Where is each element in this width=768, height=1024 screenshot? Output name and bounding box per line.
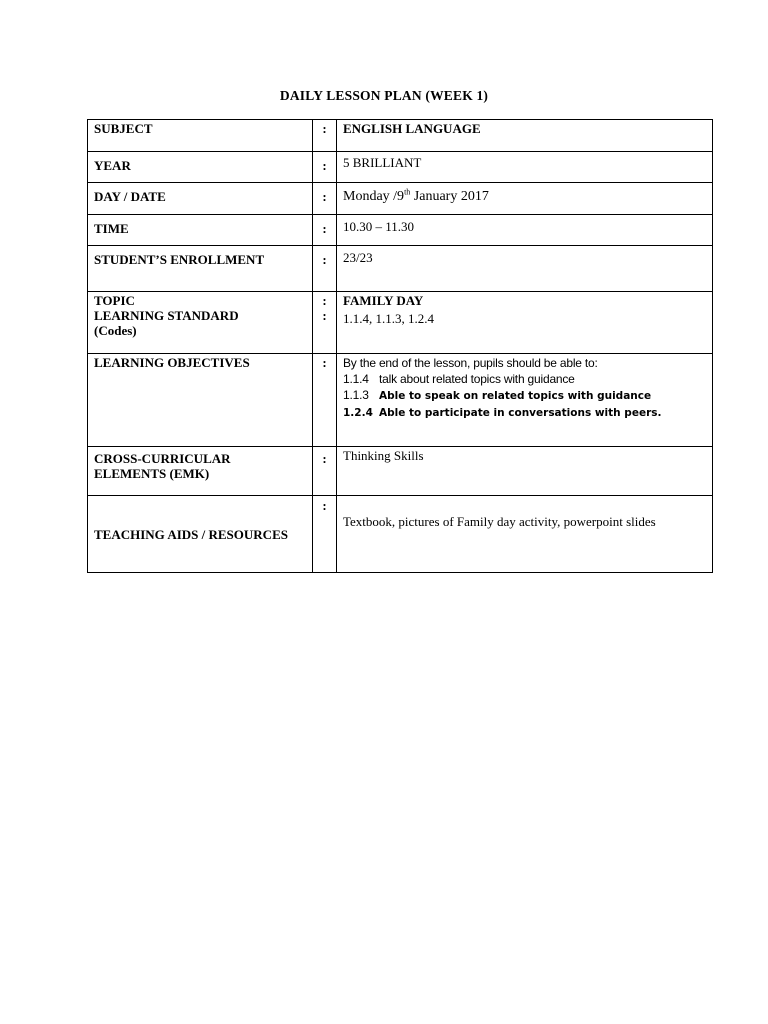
learning-standard-separator: : bbox=[322, 308, 327, 323]
objective-item bbox=[343, 387, 712, 404]
topic-separator: : bbox=[322, 293, 327, 308]
time-separator: : bbox=[313, 215, 337, 246]
table-row-year bbox=[88, 152, 713, 183]
emk-label-line1: CROSS-CURRICULAR bbox=[94, 451, 231, 466]
emk-separator: : bbox=[313, 447, 337, 496]
table-row-day-date bbox=[88, 183, 713, 215]
page-title: DAILY LESSON PLAN (WEEK 1) bbox=[279, 88, 489, 103]
year-label: YEAR bbox=[88, 152, 313, 183]
objectives-separator: : bbox=[313, 354, 337, 447]
objective-item bbox=[343, 371, 712, 387]
lesson-plan-table bbox=[87, 119, 713, 573]
emk-label-line2: ELEMENTS (EMK) bbox=[94, 466, 210, 481]
learning-standard-label: LEARNING STANDARD bbox=[94, 308, 239, 323]
objective-text: Able to speak on related topics with guidance bbox=[379, 390, 652, 402]
table-row-topic bbox=[88, 292, 713, 354]
objective-item bbox=[343, 404, 712, 421]
day-date-suffix: January 2017 bbox=[410, 189, 489, 204]
table-row-objectives bbox=[88, 354, 713, 447]
enrollment-value: 23/23 bbox=[337, 246, 713, 292]
objectives-intro: By the end of the lesson, pupils should be able to: bbox=[343, 356, 598, 370]
year-value: 5 BRILLIANT bbox=[337, 152, 713, 183]
day-date-label: DAY / DATE bbox=[88, 183, 313, 215]
year-separator: : bbox=[313, 152, 337, 183]
table-row-enrollment bbox=[88, 246, 713, 292]
table-row-aids bbox=[88, 496, 713, 573]
objective-text: talk about related topics with guidance bbox=[379, 372, 575, 386]
objectives-value-cell bbox=[337, 354, 713, 447]
enrollment-label: STUDENT’S ENROLLMENT bbox=[88, 246, 313, 292]
topic-value-cell bbox=[337, 292, 713, 354]
subject-value: ENGLISH LANGUAGE bbox=[337, 120, 713, 152]
enrollment-separator: : bbox=[313, 246, 337, 292]
topic-separator-cell bbox=[313, 292, 337, 354]
learning-standard-value: 1.1.4, 1.1.3, 1.2.4 bbox=[343, 311, 434, 326]
objective-text: Able to participate in conversations with peers. bbox=[379, 407, 662, 419]
aids-separator: : bbox=[313, 496, 337, 573]
day-date-ordinal: th bbox=[404, 187, 411, 197]
table-row-emk bbox=[88, 447, 713, 496]
emk-label-cell bbox=[88, 447, 313, 496]
subject-label: SUBJECT bbox=[88, 120, 313, 152]
objective-code: 1.2.4 bbox=[343, 407, 373, 419]
day-date-prefix: Monday /9 bbox=[343, 189, 405, 204]
subject-separator: : bbox=[313, 120, 337, 152]
emk-value: Thinking Skills bbox=[337, 447, 713, 496]
objective-code: 1.1.4 bbox=[343, 372, 369, 386]
topic-label-cell bbox=[88, 292, 313, 354]
objectives-label: LEARNING OBJECTIVES bbox=[88, 354, 313, 447]
table-row-subject bbox=[88, 120, 713, 152]
codes-label: (Codes) bbox=[94, 323, 137, 338]
aids-label: TEACHING AIDS / RESOURCES bbox=[88, 496, 313, 573]
aids-value: Textbook, pictures of Family day activity, powerpoint slides bbox=[337, 496, 713, 573]
time-value: 10.30 – 11.30 bbox=[337, 215, 713, 246]
topic-label: TOPIC bbox=[94, 293, 135, 308]
objective-code: 1.1.3 bbox=[343, 388, 369, 402]
table-row-time bbox=[88, 215, 713, 246]
time-label: TIME bbox=[88, 215, 313, 246]
day-date-separator: : bbox=[313, 183, 337, 215]
day-date-value bbox=[337, 183, 713, 215]
topic-value: FAMILY DAY bbox=[343, 293, 424, 308]
